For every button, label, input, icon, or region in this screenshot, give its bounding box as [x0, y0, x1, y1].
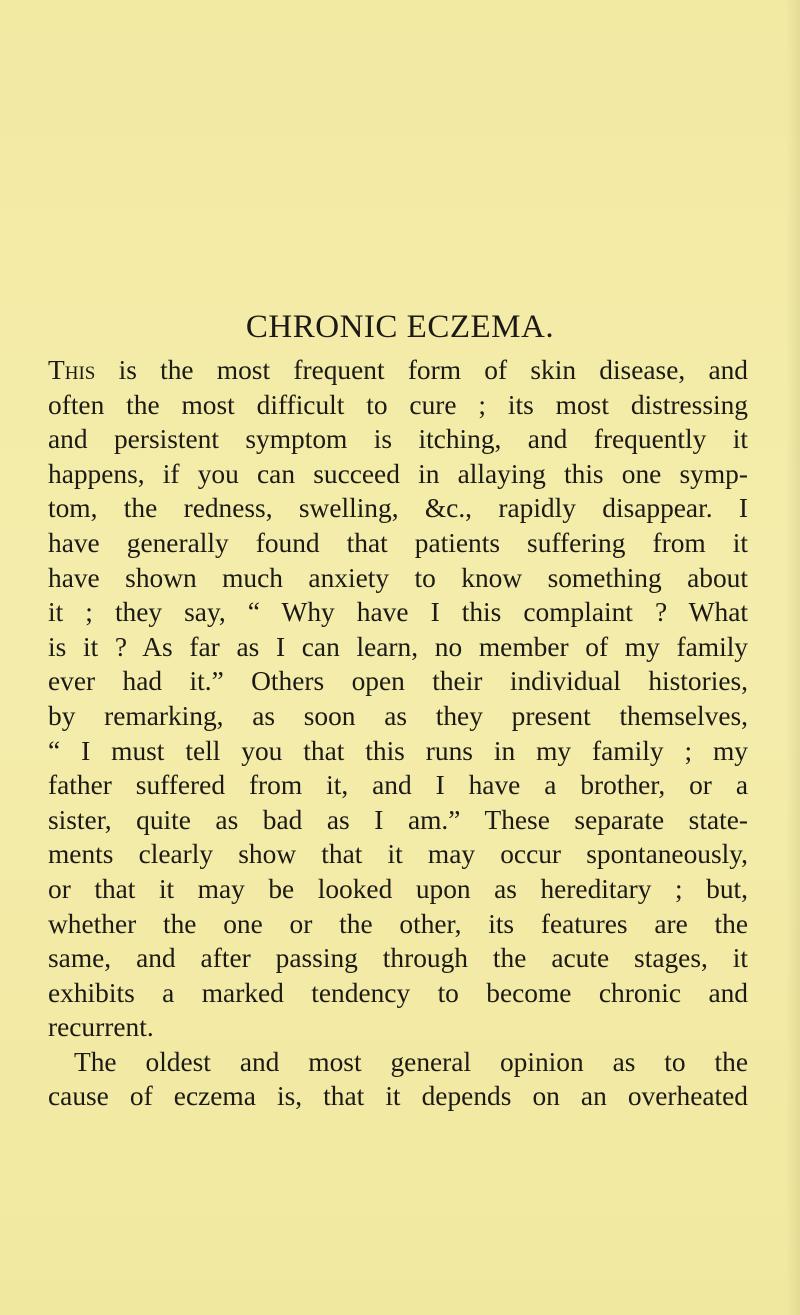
text-line: whether the one or the other, its features are the [48, 908, 748, 939]
chapter-title: CHRONIC ECZEMA. [245, 309, 555, 345]
text-line-content: is the most frequent form of skin disease, and [95, 355, 748, 385]
paragraph-lead-word: This [48, 355, 96, 385]
page-edge-shadow [786, 0, 800, 1315]
text-line: often the most difficult to cure ; its most distressing [48, 389, 748, 420]
text-line: is it ? As far as I can learn, no member of my family [48, 631, 748, 662]
text-line: father suffered from it, and I have a brother, or a [48, 770, 748, 801]
text-line: happens, if you can succeed in allaying this one symp- [48, 458, 748, 489]
text-line: “ I must tell you that this runs in my family ; my [48, 735, 748, 766]
text-line: have generally found that patients suffering from it [48, 527, 748, 558]
text-line: cause of eczema is, that it depends on an overheated [48, 1081, 748, 1112]
text-line: it ; they say, “ Why have I this complaint ? What [48, 597, 748, 628]
paragraph-2 [48, 1045, 748, 1114]
text-line: and persistent symptom is itching, and frequently it [48, 424, 748, 455]
text-line: ever had it.” Others open their individual histories, [48, 666, 748, 697]
text-line: same, and after passing through the acute stages, it [48, 943, 748, 974]
text-line: exhibits a marked tendency to become chronic and [48, 977, 748, 1008]
text-line [48, 353, 748, 388]
body-text [48, 353, 748, 1114]
text-line: have shown much anxiety to know something about [48, 562, 748, 593]
text-line: recurrent. [48, 1012, 154, 1043]
text-line: or that it may be looked upon as hereditary ; but, [48, 873, 748, 904]
text-line: tom, the redness, swelling, &c., rapidly disappear. I [48, 493, 748, 524]
text-line: sister, quite as bad as I am.” These separate state- [48, 804, 748, 835]
text-line: The oldest and most general opinion as to the [74, 1046, 748, 1077]
text-line: by remarking, as soon as they present themselves, [48, 700, 748, 731]
paragraph-1 [48, 353, 748, 1045]
text-line: ments clearly show that it may occur spontaneously, [48, 839, 748, 870]
